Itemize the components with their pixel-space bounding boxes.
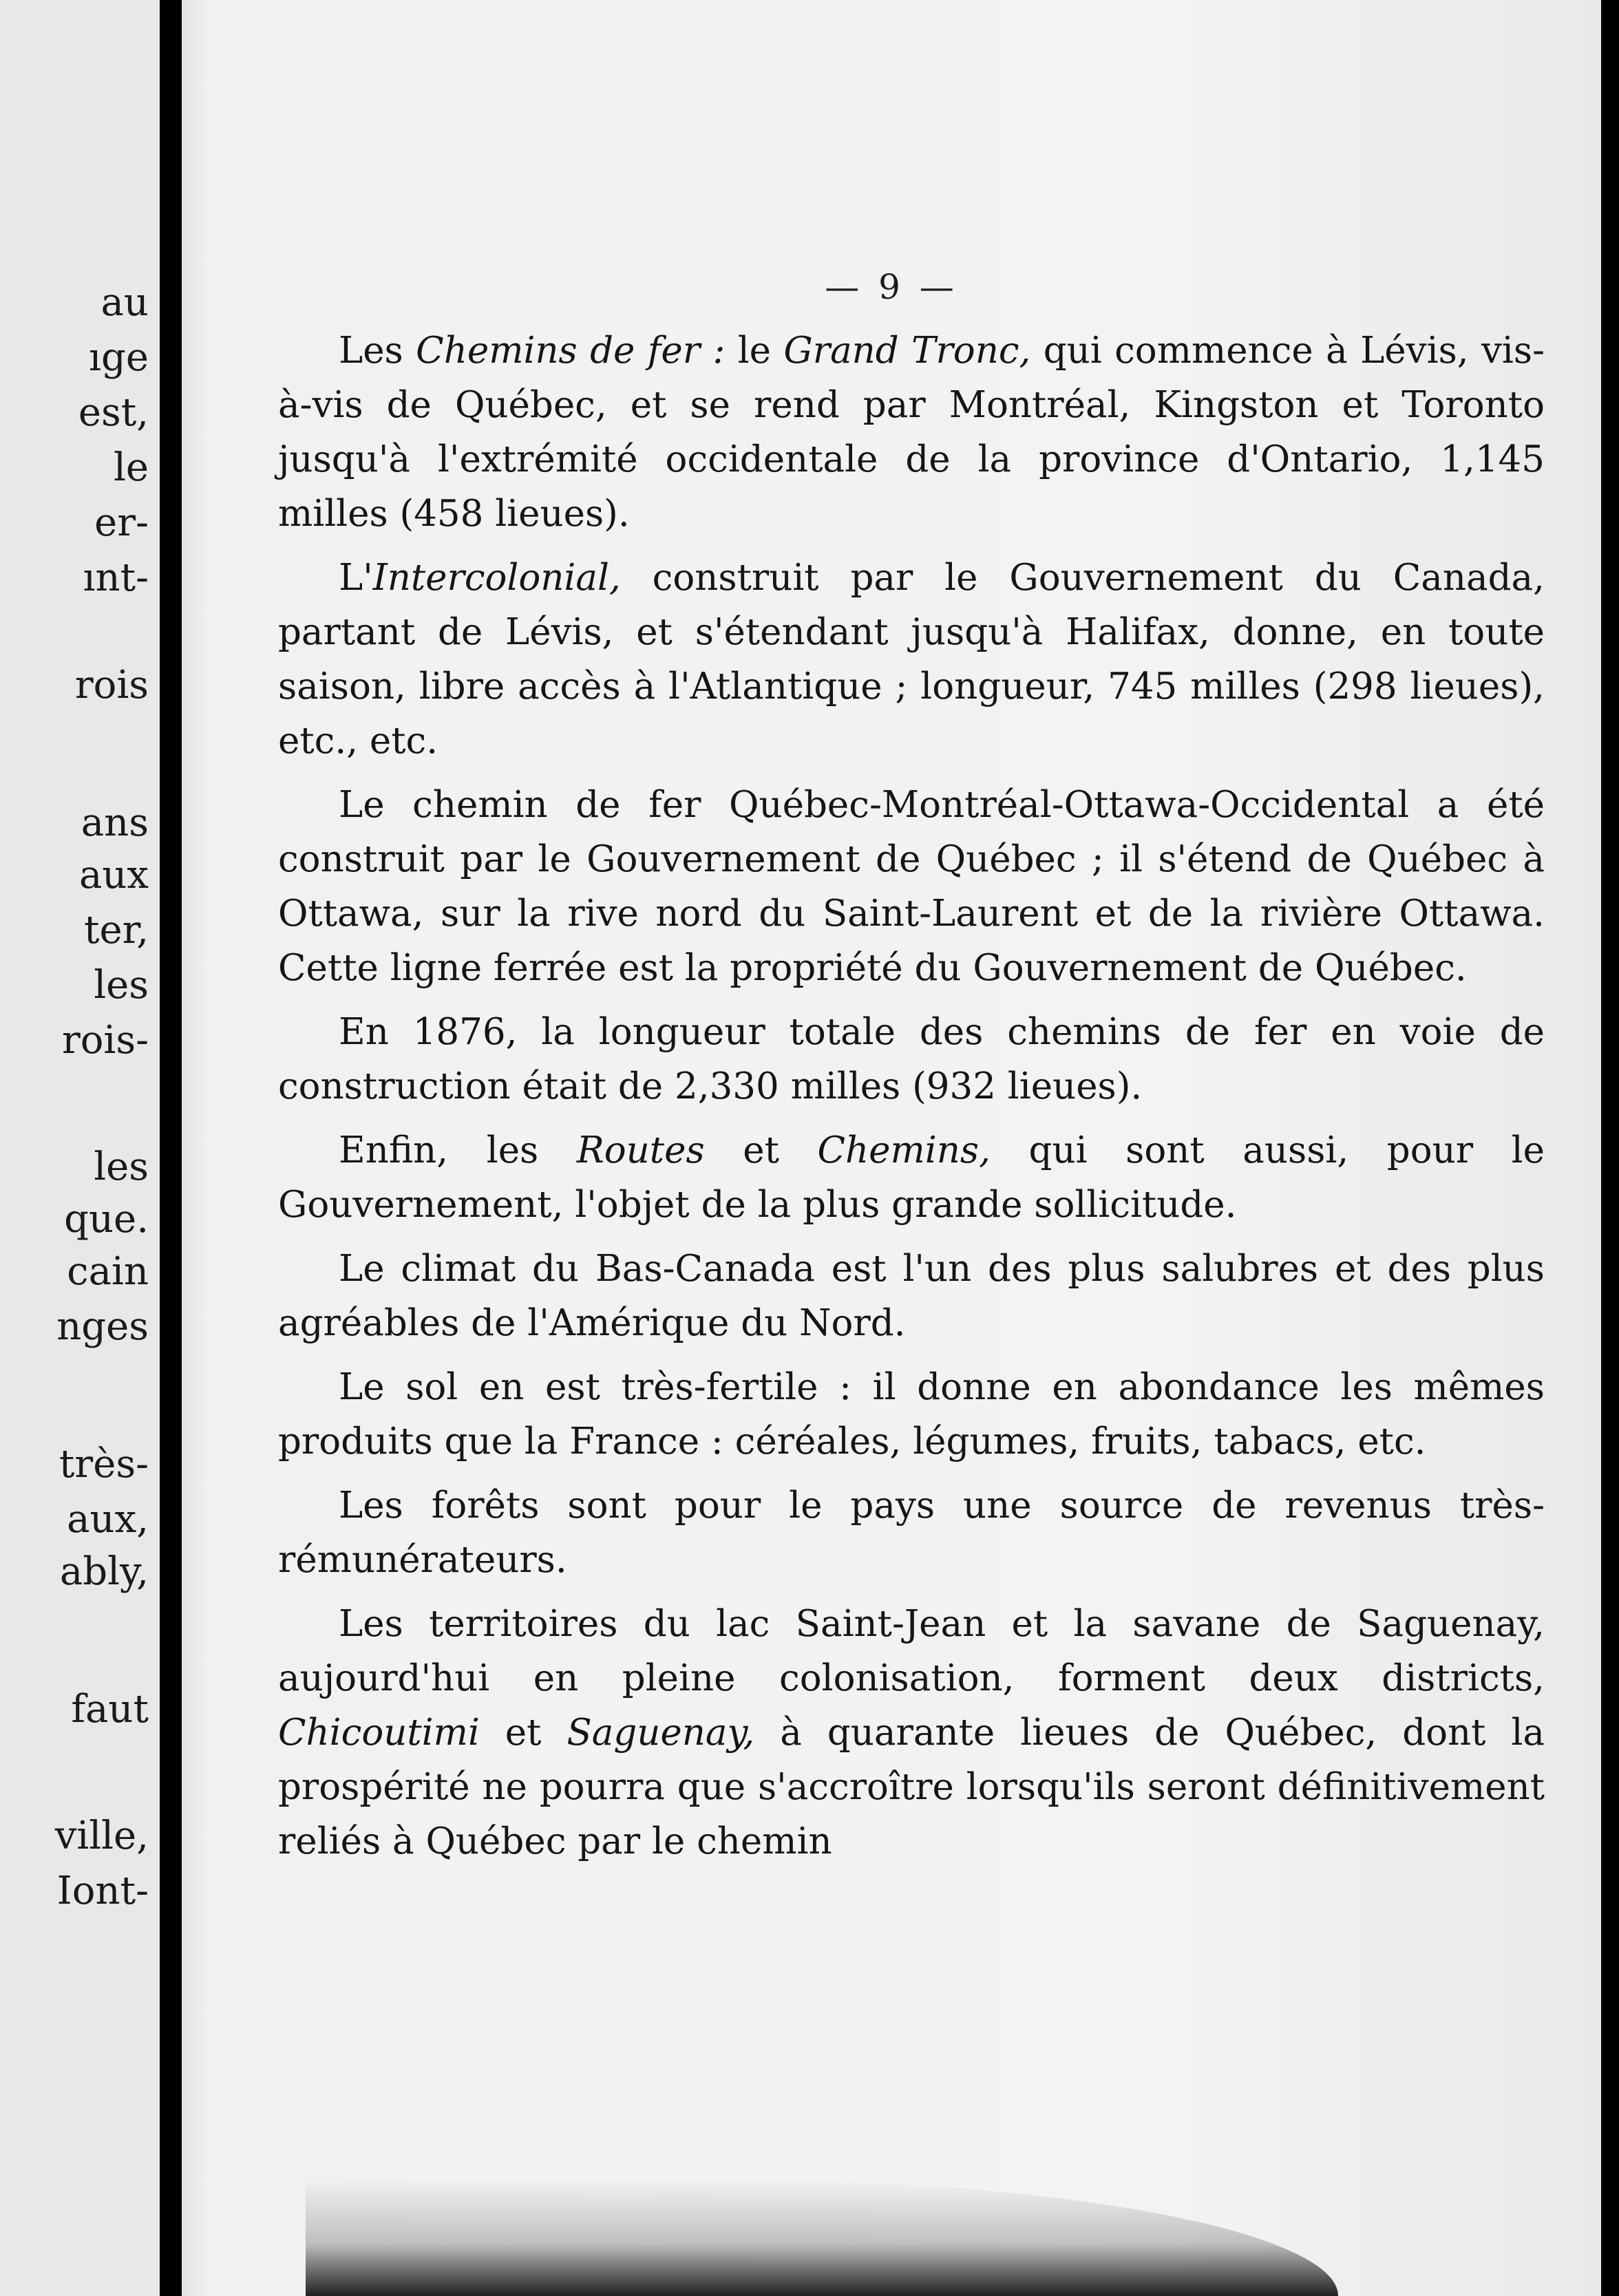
left-fragment: très- xyxy=(59,1442,149,1487)
left-fragment: aux xyxy=(78,853,149,897)
left-page-margin xyxy=(0,0,160,2296)
paragraph: Enfin, les Routes et Chemins, qui sont aussi, pour le Gouvernement, l'objet de la plus grande sollicitude. xyxy=(278,1129,1545,1226)
left-fragment: ans xyxy=(81,800,149,845)
left-fragment: er- xyxy=(94,500,149,545)
left-fragment: rois- xyxy=(61,1018,149,1063)
left-fragment: les xyxy=(94,1145,149,1189)
paragraph: Les territoires du lac Saint-Jean et la savane de Saguenay, aujourd'hui en pleine colonisation, forment deux districts, Chicoutimi et Saguenay, à quarante lieues de Québec, dont la prospérité ne pourra que s'accroître lorsqu'ils seront définitivement reliés à Québec par le chemin xyxy=(278,1603,1545,1862)
left-fragment: ınt- xyxy=(83,555,149,600)
paragraph: L'Intercolonial, construit par le Gouvernement du Canada, partant de Lévis, et s'étendant jusqu'à Halifax, donne, en toute saison, libre accès à l'Atlantique ; longueur, 745 milles (298 lieues), etc., etc. xyxy=(278,557,1545,762)
page-edge-stain xyxy=(306,2179,1338,2296)
left-fragment: ıge xyxy=(89,335,149,380)
left-fragment: nges xyxy=(56,1304,149,1349)
left-fragment: est, xyxy=(78,390,149,435)
body-text xyxy=(278,323,1545,1878)
paragraph: Le climat du Bas-Canada est l'un des plus salubres et des plus agréables de l'Amérique du Nord. xyxy=(278,1248,1545,1344)
left-fragment: rois xyxy=(74,663,149,708)
paragraph: Le sol en est très-fertile : il donne en abondance les mêmes produits que la France : céréales, légumes, fruits, tabacs, etc. xyxy=(278,1366,1545,1463)
left-fragment: ably, xyxy=(59,1549,149,1594)
left-fragment: Iont- xyxy=(56,1869,149,1913)
left-fragment: le xyxy=(113,445,149,490)
left-fragment: ter, xyxy=(83,908,149,953)
left-fragment: les xyxy=(94,963,149,1008)
left-fragment: que. xyxy=(64,1197,149,1242)
right-page xyxy=(182,0,1601,2296)
left-fragment: cain xyxy=(67,1249,149,1294)
page-number: — 9 — xyxy=(825,267,958,307)
left-fragment: ville, xyxy=(54,1814,149,1858)
left-fragment: faut xyxy=(71,1687,149,1732)
paragraph: En 1876, la longueur totale des chemins de fer en voie de construction était de 2,330 milles (932 lieues). xyxy=(278,1011,1545,1107)
paragraph: Le chemin de fer Québec-Montréal-Ottawa-Occidental a été construit par le Gouvernement de Québec ; il s'étend de Québec à Ottawa, sur la rive nord du Saint-Laurent et de la rivière Ottawa. Cette ligne ferrée est la propriété du Gouvernement de Québec. xyxy=(278,784,1545,989)
paragraph: Les forêts sont pour le pays une source de revenus très-rémunérateurs. xyxy=(278,1485,1545,1581)
left-fragment: aux, xyxy=(67,1497,149,1542)
paragraph: Les Chemins de fer : le Grand Tronc, qui commence à Lévis, vis-à-vis de Québec, et se rend par Montréal, Kingston et Toronto jusqu'à l'extrémité occidentale de la province d'Ontario, 1,145 milles (458 lieues). xyxy=(278,330,1545,535)
left-fragment: au xyxy=(100,280,149,325)
